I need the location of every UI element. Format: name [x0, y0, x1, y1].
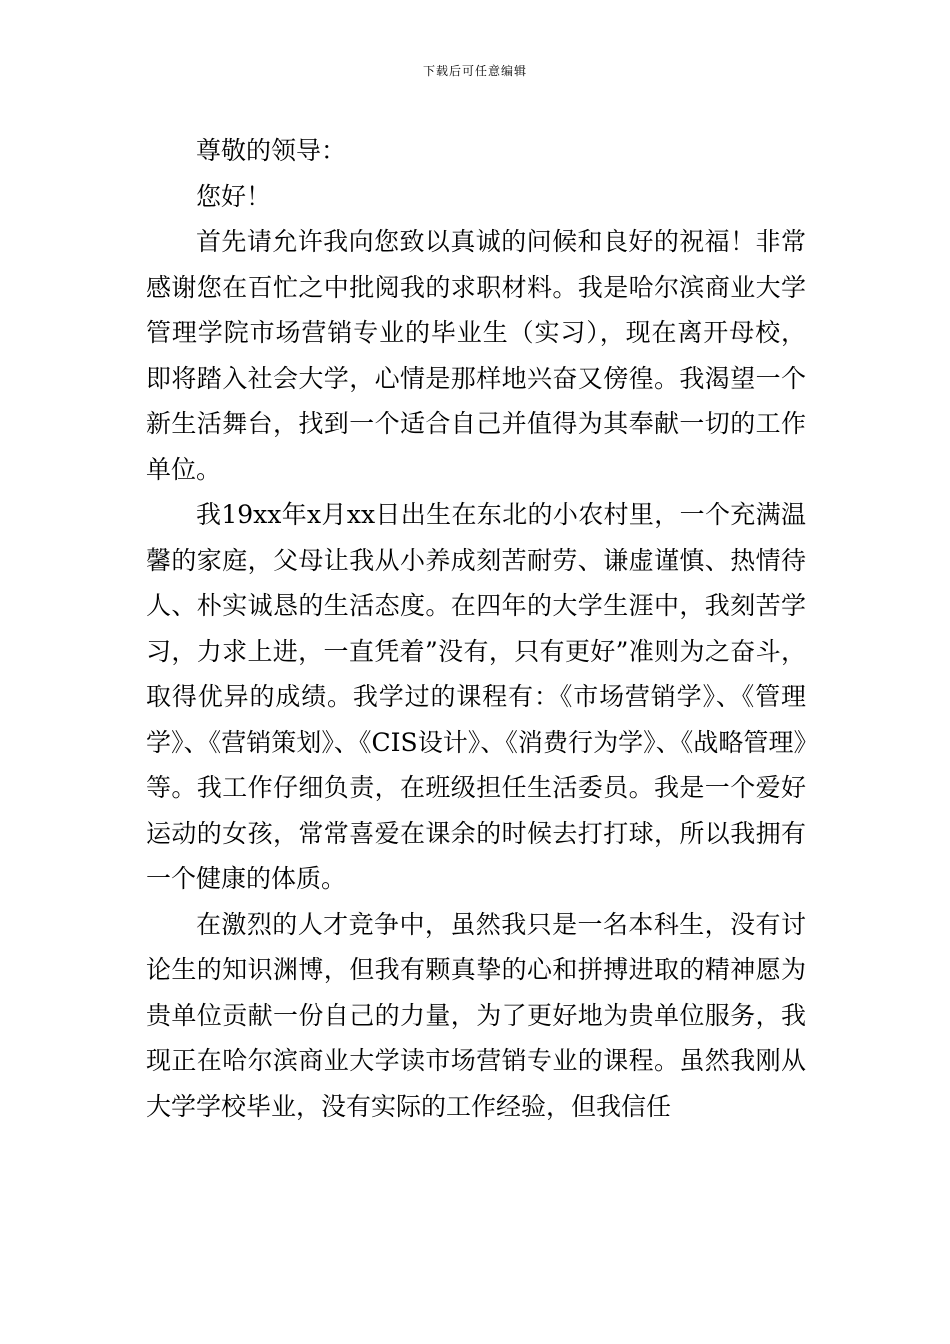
paragraph-background: 我19xx年x月xx日出生在东北的小农村里，一个充满温馨的家庭，父母让我从小养成刻苦耐劳、谦虚谨慎、热情待人、朴实诚恳的生活态度。在四年的大学生涯中，我刻苦学习，力求上进，一直凭着”没有，只有更好”准则为之奋斗，取得优异的成绩。我学过的课程有：《市场营销学》、《管理学》、《营销策划》、《CIS设计》、《消费行为学》、《战略管理》等。我工作仔细负责，在班级担任生活委员。我是一个爱好运动的女孩，常常喜爱在课余的时候去打打球，所以我拥有一个健康的体质。	[146, 500, 806, 893]
page-header: 下载后可任意编辑	[422, 64, 527, 78]
paragraph-motivation: 在激烈的人才竞争中，虽然我只是一名本科生，没有讨论生的知识渊博，但我有颗真挚的心和拼搏进取的精神愿为贵单位贡献一份自己的力量，为了更好地为贵单位服务，我现正在哈尔滨商业大学读市场营销专业的课程。虽然我刚从大学学校毕业，没有实际的工作经验，但我信任	[146, 909, 806, 1121]
letter-body	[146, 128, 806, 1129]
paragraph-intro: 首先请允许我向您致以真诚的问候和良好的祝福！非常感谢您在百忙之中批阅我的求职材料。我是哈尔滨商业大学管理学院市场营销专业的毕业生（实习），现在离开母校，即将踏入社会大学，心情是那样地兴奋又傍徨。我渴望一个新生活舞台，找到一个适合自己并值得为其奉献一切的工作单位。	[146, 227, 806, 484]
greeting: 您好！	[196, 181, 272, 211]
salutation: 尊敬的领导：	[196, 136, 347, 165]
